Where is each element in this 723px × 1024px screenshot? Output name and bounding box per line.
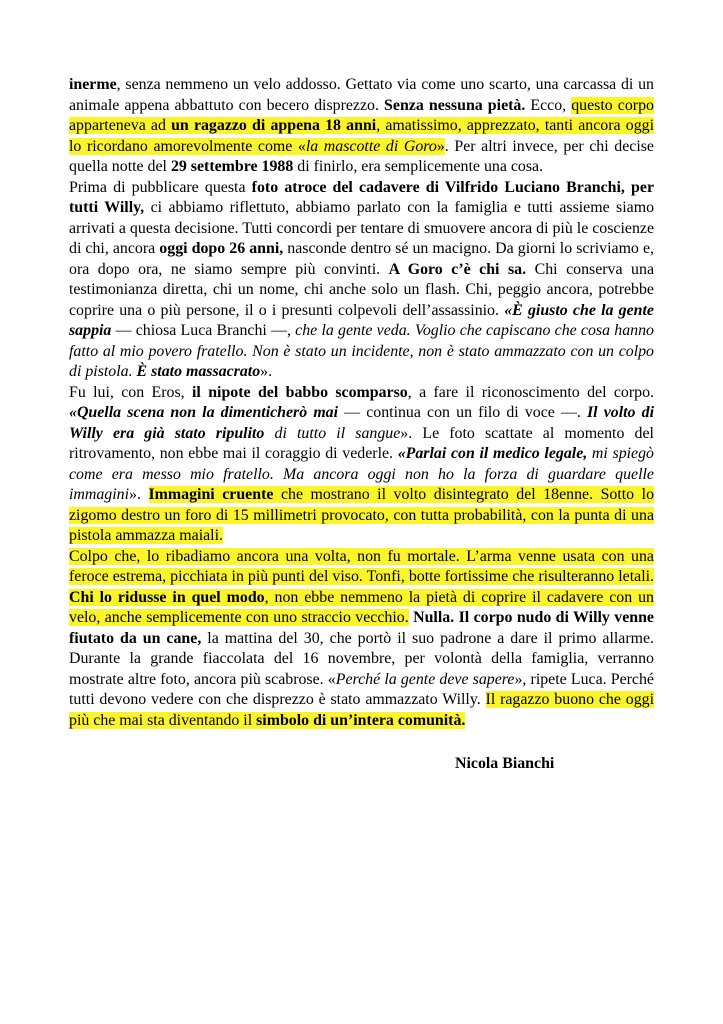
text-run: questo corpo apparteneva ad <box>69 96 654 134</box>
text-run: il nipote del babbo scomparso <box>192 383 408 401</box>
text-run: , senza nemmeno un velo addosso. Gettato via come uno scarto, una carcassa di un animale appena abbattuto con becero disprezzo. <box>69 76 654 114</box>
article-paragraph <box>69 383 654 547</box>
text-run: Senza nessuna pietà. <box>384 96 526 114</box>
text-run: «Parlai con il medico legale, <box>397 445 588 462</box>
text-run: Fu lui, con Eros, <box>69 383 193 401</box>
text-run: Chi lo ridusse in quel modo <box>69 588 265 606</box>
text-run: la mascotte di Goro <box>305 137 437 155</box>
text-run: Chi conserva una testimonianza diretta, chi un nome, chi anche solo un flash. Chi, peggio ancora, potrebbe coprire una o più persone, il o i presunti colpevoli dell’assassinio. <box>69 260 654 319</box>
article-paragraph <box>69 547 654 732</box>
text-run: È stato massacrato <box>136 363 261 380</box>
text-run: nasconde dentro sé un macigno. Da giorni lo scriviamo e, ora dopo ora, ne siamo sempre più convinti. <box>69 240 654 278</box>
text-run: Il volto di Willy era già stato ripulito <box>69 404 654 442</box>
text-run: , non ebbe nemmeno la pietà di coprire il cadavere con un velo, anche semplicemente con uno straccio vecchio. <box>69 588 654 626</box>
text-run: foto atroce del cadavere di Vilfrido Luciano Branchi, per tutti Willy, <box>69 178 654 216</box>
text-run: la mattina del 30, che portò il suo padrone a dare il primo allarme. Durante la grande fiaccolata del 16 novembre, per volontà della famiglia, verranno mostrate altre foto, ancora più scabrose. « <box>69 629 654 688</box>
article-body <box>69 75 654 731</box>
text-run: ci abbiamo riflettuto, abbiamo parlato con la famiglia e tutti assieme siamo arrivati a questa decisione. Tutti concordi per tentare di smuovere ancora di più le coscienze di chi, ancora <box>69 199 655 257</box>
text-run: Nulla. Il corpo nudo di Willy venne fiutato da un cane, <box>69 609 654 647</box>
text-run: — chiosa Luca Branchi —, <box>111 322 296 339</box>
text-run: «Quella scena non la dimenticherò mai <box>69 404 339 421</box>
text-run: un ragazzo di appena 18 anni <box>171 117 377 134</box>
text-run: , a fare il riconoscimento del corpo. <box>407 383 654 401</box>
text-run: Colpo che, lo ribadiamo ancora una volta, non fu mortale. L’arma venne usata con una feroce estrema, picchiata in più punti del viso. Tonfi, botte fortissime che risulteranno letali. <box>69 547 654 585</box>
text-run: oggi dopo 26 anni, <box>159 240 284 257</box>
author-signature: Nicola Bianchi <box>455 755 555 772</box>
text-run: Perché la gente deve sapere <box>335 670 515 688</box>
text-run: ». Le foto scattate al momento del ritrovamento, non ebbe mai il coraggio di vederle. <box>69 424 654 462</box>
text-run: Prima di pubblicare questa <box>69 178 252 196</box>
text-run: di finirlo, era semplicemente una cosa. <box>293 158 544 175</box>
text-run: ». <box>260 363 273 380</box>
text-run: «È giusto che la gente sappia <box>69 301 654 339</box>
article-paragraph <box>69 75 654 178</box>
text-run: simbolo di un’intera comunità. <box>256 711 466 729</box>
text-run: mi spiegò come era messo mio fratello. Ma ancora oggi non ho la forza di guardare quelle immagini <box>69 445 654 503</box>
text-run: — continua con un filo di voce —. <box>338 404 587 421</box>
text-run: Immagini cruente <box>148 486 274 503</box>
article-paragraph <box>69 178 654 383</box>
text-run: . Per altri invece, per chi decise quella notte del <box>69 137 654 175</box>
text-run: » <box>436 137 445 155</box>
text-run: che mostrano il volto disintegrato del 18enne. Sotto lo zigomo destro un foro di 15 millimetri provocato, con tutta probabilità, con la punta di una pistola ammazza maiali. <box>69 486 655 544</box>
text-run: Ecco, <box>525 96 572 114</box>
text-run: », ripete Luca. Perché tutti devono vedere con che disprezzo è stato ammazzato Willy. <box>69 670 654 708</box>
text-run: 29 settembre 1988 <box>170 158 294 175</box>
text-run: di tutto il sangue <box>264 424 401 442</box>
text-run: , amatissimo, apprezzato, tanti ancora oggi lo ricordano amorevolmente come « <box>69 117 654 155</box>
text-run: A Goro c’è chi sa. <box>388 260 527 278</box>
text-run: inerme <box>69 76 117 93</box>
text-run: che la gente veda. Voglio che capiscano che cosa hanno fatto al mio povero fratello. Non è stato un incidente, non è stato ammazzato con un colpo di pistola. <box>69 322 655 380</box>
text-run: Il ragazzo buono che oggi più che mai sta diventando il <box>69 691 655 729</box>
text-run: ». <box>129 486 149 503</box>
